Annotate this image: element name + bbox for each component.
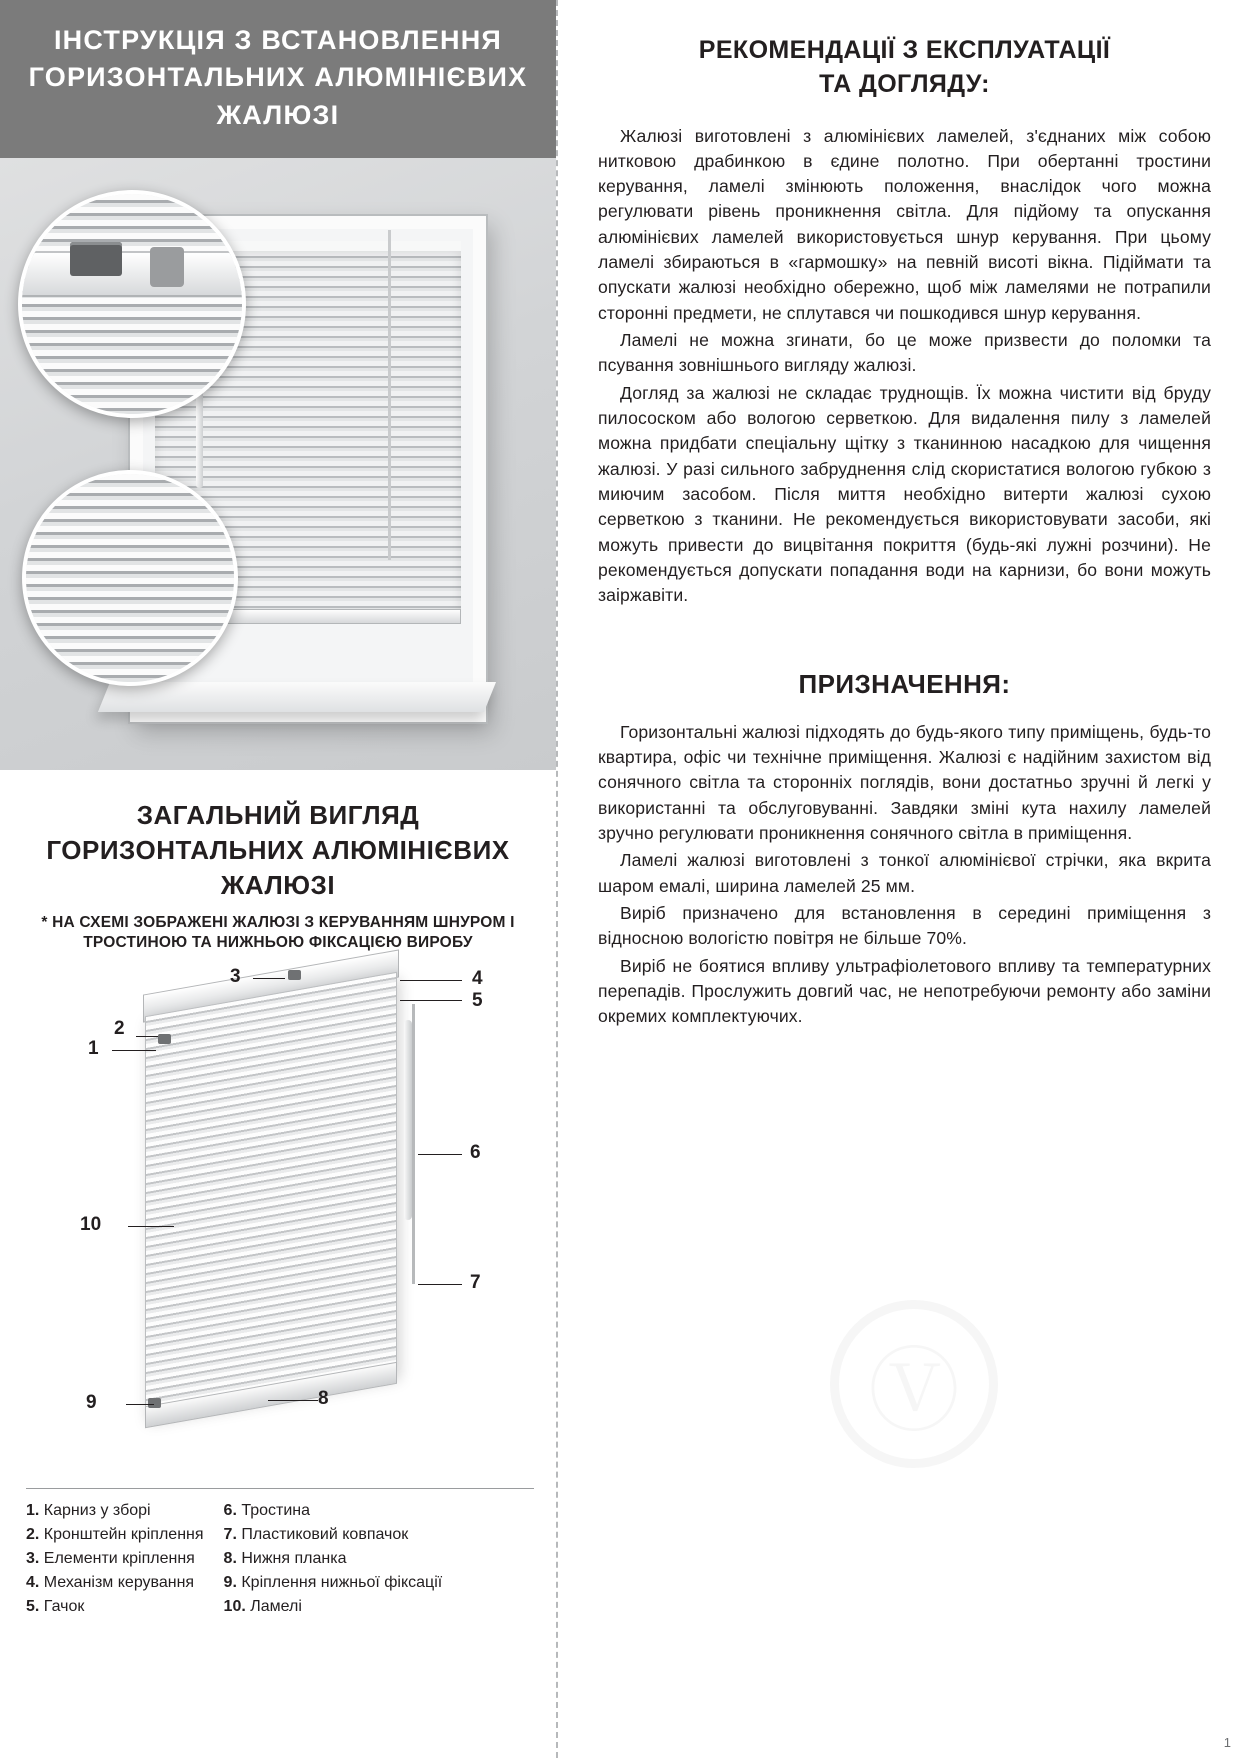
legend-item — [224, 1571, 443, 1595]
diagram-slats — [145, 971, 397, 1417]
diagram-bottom-fix — [148, 1398, 161, 1408]
installation-photo — [0, 158, 556, 770]
legend-column-left — [26, 1499, 204, 1619]
left-column — [0, 0, 556, 1758]
legend-number: 1. — [26, 1501, 40, 1519]
header-line-1: ІНСТРУКЦІЯ З ВСТАНОВЛЕННЯ — [53, 25, 503, 55]
legend-number: 2. — [26, 1525, 40, 1543]
header-line-3: ЖАЛЮЗІ — [216, 99, 340, 130]
diagram-bracket-top — [288, 970, 301, 980]
legend-label: Карниз у зборі — [43, 1501, 151, 1519]
overview-note-line-1: * НА СХЕМІ ЗОБРАЖЕНІ ЖАЛЮЗІ З КЕРУВАННЯМ ШНУРОМ І — [41, 914, 515, 932]
detail-headrail — [22, 251, 242, 297]
detail-slats — [26, 474, 234, 682]
recommendations-title — [598, 34, 1211, 102]
leader-4 — [400, 980, 462, 981]
legend-number: 6. — [223, 1501, 237, 1519]
page-number: 1 — [1223, 1735, 1231, 1750]
legend-label: Кронштейн кріплення — [43, 1525, 204, 1543]
paragraph: Ламелі не можна згинати, бо це може призвести до поломки та псування зовнішнього вигляду жалюзі. — [598, 330, 1211, 376]
detail-mechanism — [150, 247, 184, 287]
legend-label: Ламелі — [250, 1597, 302, 1615]
callout-6: 6 — [470, 1141, 481, 1163]
window-sill — [98, 682, 496, 712]
legend-column-right — [224, 1499, 443, 1619]
blind-diagram — [0, 964, 556, 1484]
detail-zoom-headrail — [18, 190, 246, 418]
callout-3: 3 — [230, 965, 241, 987]
legend-label: Пластиковий ковпачок — [241, 1525, 409, 1543]
leader-7 — [418, 1284, 462, 1285]
diagram-wand — [404, 1020, 412, 1220]
recommendations-body — [598, 124, 1211, 609]
legend-item — [26, 1571, 204, 1595]
leader-10 — [128, 1226, 174, 1227]
instruction-header — [0, 0, 556, 158]
leader-8 — [268, 1400, 318, 1401]
purpose-body — [598, 720, 1211, 1030]
right-column — [568, 0, 1245, 1758]
overview-title-block — [0, 770, 556, 958]
legend-label: Нижня планка — [241, 1549, 347, 1567]
leader-6 — [418, 1154, 462, 1155]
legend-number: 4. — [26, 1573, 40, 1591]
diagram-cord — [412, 1004, 415, 1284]
leader-3 — [253, 978, 285, 979]
paragraph: Виріб не боятися впливу ультрафіолетового впливу та температурних перепадів. Прослужить довгий час, не непотребуючи ремонту або заміни окремих комплектуючих. — [598, 955, 1211, 1027]
paragraph: Виріб призначено для встановлення в середині приміщення з відносною вологістю повітря не більше 70%. — [598, 903, 1211, 949]
callout-2: 2 — [114, 1017, 125, 1039]
legend-item — [26, 1547, 204, 1571]
leader-9 — [126, 1404, 154, 1405]
overview-title-line-3: ЖАЛЮЗІ — [220, 870, 336, 901]
legend-label: Кріплення нижньої фіксації — [241, 1573, 443, 1591]
overview-note-line-2: ТРОСТИНОЮ ТА НИЖНЬОЮ ФІКСАЦІЄЮ ВИРОБУ — [83, 934, 473, 952]
legend — [26, 1488, 534, 1619]
legend-label: Гачок — [43, 1597, 85, 1615]
detail-zoom-slats — [22, 470, 238, 686]
column-divider — [556, 0, 558, 1758]
callout-9: 9 — [86, 1391, 97, 1413]
paragraph: Жалюзі виготовлені з алюмінієвих ламелей, з'єднаних між собою нитковою драбинкою в єдине полотно. При обертанні тростини керування, ламелі змінюють положення, внаслідок чого можна регулювати рівень проникнення світла. Для підйому та опускання алюмінієвих ламелей використовується шнур керування. При цьому ламелі збираються в «гармошку» на певній висоті вікна. Підіймати та опускати жалюзі необхідно обережно, щоб між ламелями не потрапили сторонні предмети, не сплутався чи пошкодився шнур керування. — [598, 125, 1211, 323]
diagram-bracket-left — [158, 1034, 171, 1044]
detail-bracket — [70, 242, 122, 276]
leader-5 — [400, 1000, 462, 1001]
recommendations-title-line-2: ТА ДОГЛЯДУ: — [819, 69, 990, 98]
legend-item — [224, 1523, 443, 1547]
legend-number: 9. — [223, 1573, 237, 1591]
legend-item — [224, 1547, 443, 1571]
paragraph: Догляд за жалюзі не складає труднощів. Їх можна чистити від бруду пилососком або вологою серветкою. Для видалення пилу з ламелей можна придбати спеціальну щітку з тканинною насадкою для чищення жалюзі. У разі сильного забруднення слід скористатися вологою губкою з миючим засобом. Після миття необхідно витерти жалюзі сухою серветкою з тканини. Не рекомендується використовувати засоби, які можуть привести до вицвітання покриття (будь-які лужні розчини). Не рекомендується допускати попадання води на карнизи, бо вони можуть заіржавіти. — [598, 382, 1211, 606]
legend-label: Тростина — [241, 1501, 311, 1519]
legend-item — [224, 1595, 443, 1619]
legend-number: 5. — [26, 1597, 40, 1615]
callout-5: 5 — [472, 989, 483, 1011]
leader-2 — [136, 1036, 158, 1037]
legend-number: 8. — [223, 1549, 237, 1567]
callout-7: 7 — [470, 1271, 481, 1293]
callout-8: 8 — [318, 1387, 329, 1409]
legend-item — [26, 1499, 204, 1523]
legend-number: 3. — [26, 1549, 40, 1567]
paragraph: Ламелі жалюзі виготовлені з тонкої алюмінієвої стрічки, яка вкрита шаром емалі, ширина ламелей 25 мм. — [598, 850, 1211, 896]
leader-1 — [112, 1050, 156, 1051]
legend-number: 7. — [223, 1525, 237, 1543]
legend-number: 10. — [223, 1597, 246, 1615]
callout-1: 1 — [88, 1037, 99, 1059]
paragraph: Горизонтальні жалюзі підходять до будь-якого типу приміщень, будь-то квартира, офіс чи технічне приміщення. Жалюзі є надійним захистом від сонячного світла та сторонніх поглядів, вони достатньо зручні й легкі у використанні та обслуговуванні. Завдяки зміні кута нахилу ламелей зручно регулювати проникнення сонячного світла в приміщення. — [598, 721, 1211, 844]
control-cord — [388, 230, 391, 560]
legend-item — [26, 1595, 204, 1619]
watermark-glyph: Ⓥ — [830, 1300, 998, 1468]
header-line-2: ГОРИЗОНТАЛЬНИХ АЛЮМІНІЄВИХ — [28, 62, 528, 93]
overview-title-line-2: ГОРИЗОНТАЛЬНИХ АЛЮМІНІЄВИХ — [46, 835, 510, 866]
legend-label: Механізм керування — [43, 1573, 195, 1591]
overview-title-line-1: ЗАГАЛЬНИЙ ВИГЛЯД — [136, 800, 420, 830]
detail-slats — [22, 194, 242, 414]
callout-10: 10 — [80, 1213, 102, 1235]
callout-4: 4 — [472, 967, 483, 989]
legend-label: Елементи кріплення — [43, 1549, 195, 1567]
legend-item — [26, 1523, 204, 1547]
purpose-title: ПРИЗНАЧЕННЯ: — [798, 668, 1011, 699]
recommendations-title-line-1: РЕКОМЕНДАЦІЇ З ЕКСПЛУАТАЦІЇ — [698, 36, 1111, 64]
legend-item — [224, 1499, 443, 1523]
